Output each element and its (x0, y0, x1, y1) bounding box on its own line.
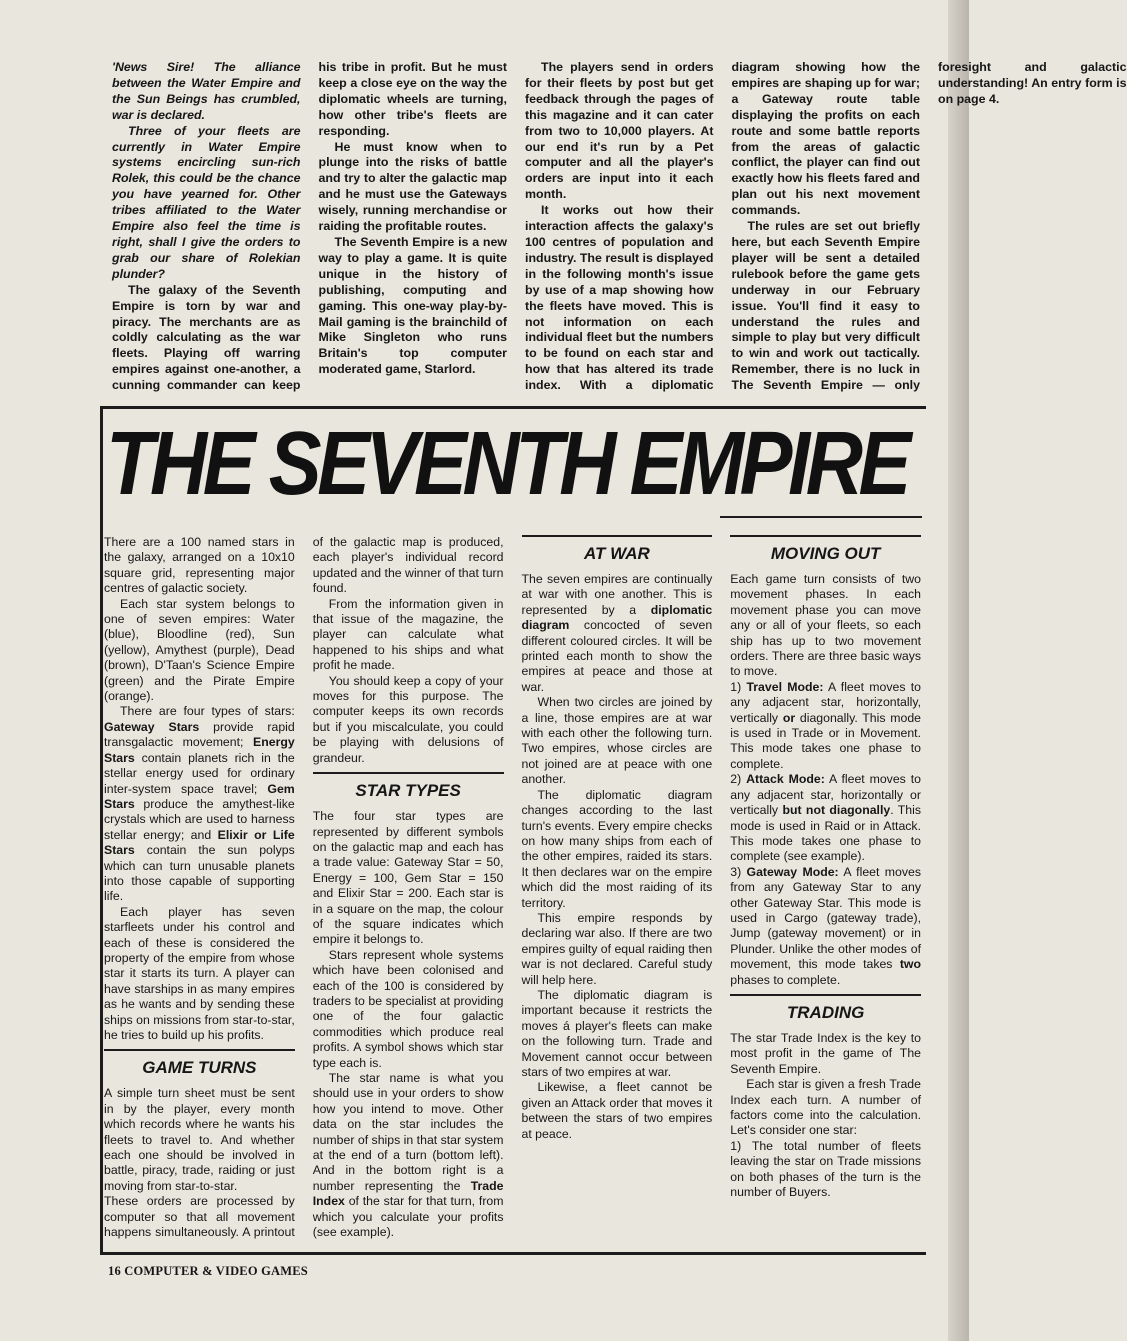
heading-moving-out: MOVING OUT (730, 535, 921, 564)
headline: THE SEVENTH EMPIRE (106, 414, 907, 514)
page-footer: 16 COMPUTER & VIDEO GAMES (108, 1264, 308, 1278)
heading-at-war: AT WAR (522, 535, 713, 564)
intro-paragraph: He must know when to plunge into the risks of battle and try to alter the galactic map and he must use the Gateways wisely, running merchandise or raiding the profitable routes. (318, 139, 507, 234)
body-paragraph: 3) Gateway Mode: A fleet moves from any Gateway Star to any other Gateway Star. This mode is used in Cargo (gateway trade), Jump (gateway movement) or in Plunder. Unlike the other modes of movement, this mode takes two phases to complete. (730, 864, 921, 987)
body-paragraph: A simple turn sheet must be sent in by the player, every month which records where he wants his fleets to travel to. And whether each one should be involved in battle, piracy, trade, raiding or just moving from star-to-star. (104, 1086, 295, 1193)
body-paragraph: This empire responds by declaring war also. If there are two empires guilty of equal raiding then war is not declared. Careful study will help here. (521, 910, 713, 987)
body-paragraph: The diplomatic diagram changes according to the last turn's events. Every empire checks on how many ships from each of the other empires, raided its stars. It then declares war on the empire which did the most raiding of its territory. (521, 787, 713, 910)
body-paragraph: The star Trade Index is the key to most profit in the game of The Seventh Empire. (730, 1030, 921, 1076)
body-paragraph: The star name is what you should use in your orders to show how you intend to move. Other data on the star includes the number of ships in that star system at the end of a turn (bottom left). And in the bottom right is a number representing the Trade Index of the star for that turn, from which you calculate your profits (see example). (312, 1071, 504, 1240)
intro-paragraph: The Seventh Empire is a new way to play a game. It is quite unique in the history of publishing, computing and gaming. This one-way play-by-Mail gaming is the brainchild of Mike Singleton who runs Britain's top computer moderated game, Starlord. (318, 234, 507, 377)
heading-star-types: STAR TYPES (313, 772, 504, 801)
rule-top (100, 406, 926, 409)
body-paragraph: From the information given in that issue of the magazine, the player can calculate what happened to his ships and what profit he made. (312, 596, 504, 673)
body-paragraph: There are a 100 named stars in the galaxy, arranged on a 10x10 square grid, representing major centres of galactic society. (104, 535, 295, 596)
body-paragraph: Each star is given a fresh Trade Index each turn. A number of factors come into the calculation. Let's consider one star: (730, 1077, 921, 1138)
body-paragraph: Each star system belongs to one of seven empires: Water (blue), Bloodline (red), Sun (yellow), Amythest (purple), Dead (brown), D'Taan's Science Empire (green) and the Pirate Empire (orange). (104, 596, 295, 704)
intro-paragraph: The rules are set out briefly here, but each Seventh Empire player will be sent a detailed rulebook before the game gets underway in our February issue. You'll find it easy to understand the rules and simple to play but very difficult to win and work out tactically. Remember, there is no luck in The Seventh Empire — only foresight and galactic understanding! An entry form is on page 4. (731, 60, 1127, 393)
body-paragraph: These orders are processed by computer so that all movement happens simultaneously. A printout of the galactic map is produced, each player's individual record updated and the winner of that turn found. (104, 535, 504, 1240)
body-paragraph: You should keep a copy of your moves for this purpose. The computer keeps its own records but if you miscalculate, you could be playing with delusions of grandeur. (312, 673, 504, 765)
body-paragraph: Each game turn consists of two movement phases. In each movement phase you can move any or all of your fleets, so each ship has up to two movement orders. There are three basic ways to move. (730, 572, 921, 679)
intro-paragraph: 'News Sire! The alliance between the Water Empire and the Sun Beings has crumbled, war is declared. (112, 60, 301, 122)
heading-game-turns: GAME TURNS (104, 1049, 295, 1078)
body-paragraph: 1) The total number of fleets leaving the star on Trade missions on both phases of the turn is the number of Buyers. (730, 1138, 921, 1200)
intro-text (112, 60, 1127, 405)
rule-bottom (100, 1252, 926, 1255)
intro-paragraph: Three of your fleets are currently in Water Empire systems encircling sun-rich Rolek, this could be the chance you have yearned for. Other tribes affiliated to the Water Empire also feel the time is right, shall I give the orders to grab our share of Rolekian plunder? (112, 123, 301, 281)
article-body (104, 535, 921, 1250)
body-paragraph: Likewise, a fleet cannot be given an Attack order that moves it between the stars of two empires at peace. (521, 1080, 713, 1141)
body-paragraph: Stars represent whole systems which have been colonised and each of the 100 is considered by traders to be specialist at providing one of the four galactic commodities which produce real profits. A symbol shows which star type each is. (312, 947, 504, 1070)
rule-headline (720, 516, 922, 518)
body-paragraph: The diplomatic diagram is important because it restricts the moves á player's fleets can make on the following turn. Trade and Movement cannot occur between stars of two empires at war. (521, 987, 713, 1079)
body-paragraph: 2) Attack Mode: A fleet moves to any adjacent star, horizontally or vertically but not diagonally. This mode is used in Raid or in Attack. This mode takes one phase to complete (see example). (730, 772, 922, 864)
intro-paragraph: The players send in orders for their fleets by post but get feedback through the pages of this magazine and it can cater from two to 10,000 players. At our end it's run by a Pet computer and all the player's orders are input into it each month. (525, 60, 714, 202)
body-paragraph: The four star types are represented by different symbols on the galactic map and each has a trade value: Gateway Star = 50, Energy = 100, Gem Star = 150 and Elixir Star = 200. Each star is in a square on the map, the colour of the square indicates which empire it belongs to. (312, 809, 504, 947)
body-paragraph: The seven empires are continually at war with one another. This is represented by a diplomatic diagram concocted of seven different coloured circles. It will be printed each month to show the empires at peace and those at war. (521, 572, 713, 694)
body-paragraph: 1) Travel Mode: A fleet moves to any adjacent star, horizontally, vertically or diagonally. This mode is used in Trade or in Movement. This mode takes one phase to complete. (730, 679, 922, 771)
intro-paragraph: The galaxy of the Seventh Empire is torn by war and piracy. The merchants are as coldly calculating as the war fleets. Playing off warring empires against one-another, a cunning commander can keep his tribe in profit. But he must keep a close eye on the way the diplomatic wheels are turning, how other tribe's fleets are responding. (112, 60, 507, 393)
page-edge-shadow (948, 0, 969, 1341)
rule-left (100, 406, 103, 1254)
body-paragraph: There are four types of stars: Gateway Stars provide rapid transgalactic movement; Energy Stars contain planets rich in the stellar energy used for ordinary inter-system space travel; Gem Stars produce the amythest-like crystals which are used to harness stellar energy; and Elixir or Life Stars contain the sun polyps which can turn unusable planets into those capable of supporting life. (104, 704, 295, 904)
body-paragraph: When two circles are joined by a line, those empires are at war with each other the following turn. Two empires, whose circles are not joined are at peace with one another. (521, 695, 713, 787)
intro-paragraph: It works out how their interaction affects the galaxy's 100 centres of population and industry. The result is displayed in the following month's issue by use of a map showing how the fleets have moved. This is not information on each individual fleet but the numbers to be found on each star and how that has altered its trade index. With a diplomatic diagram showing how the empires are shaping up for war; a Gateway route table displaying the profits on each route and some battle reports from the areas of galactic conflict, the player can find out exactly how his fleets fared and plan out his next movement commands. (525, 60, 920, 393)
body-paragraph: Each player has seven starfleets under his control and each of these is considered the property of the empire from whose star it starts its turn. A player can have starships in as many empires as he wants and by sending these ships on missions from star-to-star, he tries to build up his profits. (104, 904, 295, 1042)
heading-trading: TRADING (730, 994, 921, 1023)
